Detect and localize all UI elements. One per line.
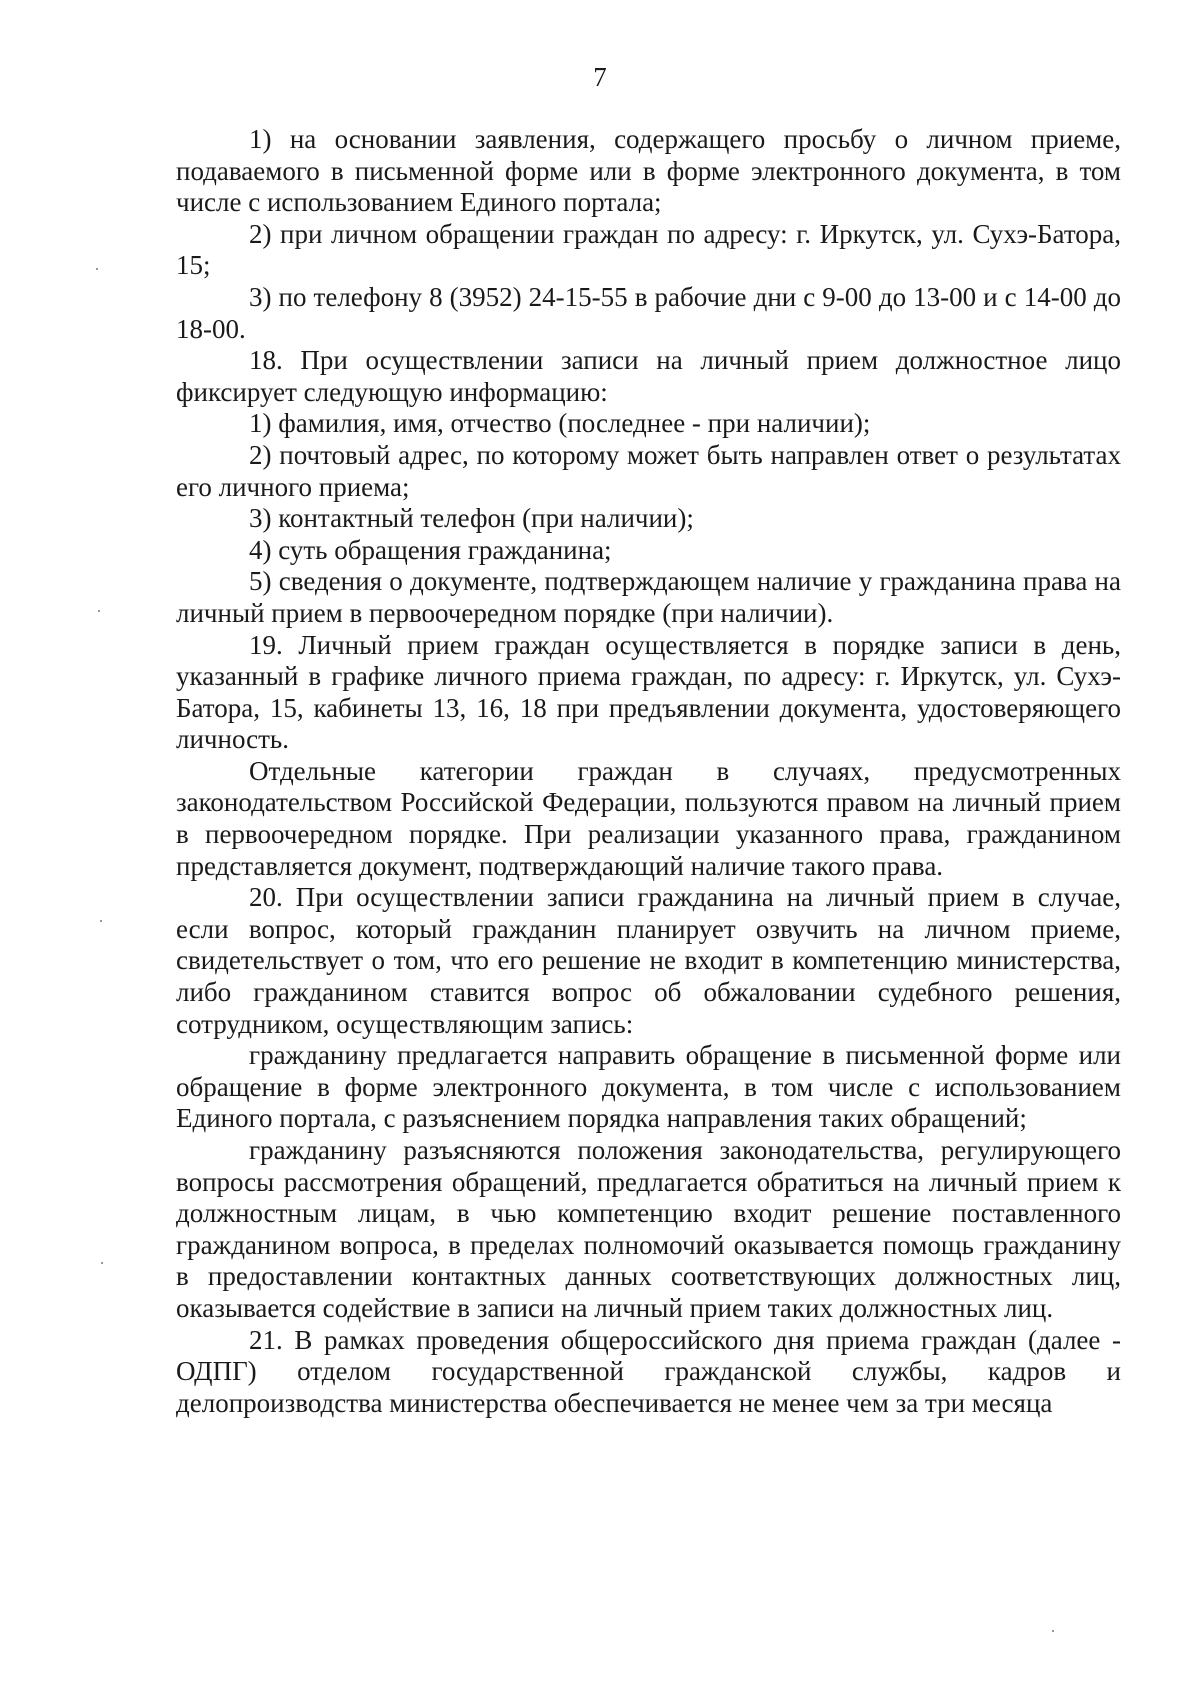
paragraph-6: 2) почтовый адрес, по которому может быть направлен ответ о результатах его личного приема; (176, 439, 1121, 502)
scan-speck (100, 920, 102, 922)
paragraph-10: 19. Личный прием граждан осуществляется в порядке записи в день, указанный в графике личного приема граждан, по адресу: г. Иркутск, ул. Сухэ-Батора, 15, кабинеты 13, 16, 18 при предъявлении документа, удостоверяющего личность. (176, 629, 1121, 755)
paragraph-1: 1) на основании заявления, содержащего просьбу о личном приеме, подаваемого в письменной форме или в форме электронного документа, в том числе с использованием Единого портала; (176, 124, 1121, 218)
paragraph-9: 5) сведения о документе, подтверждающем наличие у гражданина права на личный прием в первоочередном порядке (при наличии). (176, 566, 1121, 628)
paragraph-2: 2) при личном обращении граждан по адресу: г. Иркутск, ул. Сухэ-Батора, 15; (176, 218, 1121, 281)
paragraph-12: 20. При осуществлении записи гражданина на личный прием в случае, если вопрос, который гражданин планирует озвучить на личном приеме, свидетельствует о том, что его решение не входит в компетенцию министерства, либо гражданином ставится вопрос об обжаловании судебного решения, сотрудником, осуществляющим запись: (176, 882, 1121, 1039)
paragraph-7: 3) контактный телефон (при наличии); (249, 503, 694, 534)
paragraph-15: 21. В рамках проведения общероссийского дня приема граждан (далее - ОДПГ) отделом государственной гражданской службы, кадров и делопроизводства министерства обеспечивается не менее чем за три месяца (176, 1324, 1121, 1418)
page-number: 7 (593, 62, 607, 92)
paragraph-4: 18. При осуществлении записи на личный прием должностное лицо фиксирует следующую информацию: (176, 345, 1121, 407)
paragraph-11: Отдельные категории граждан в случаях, предусмотренных законодательством Российской Федерации, пользуются правом на личный прием в первоочередном порядке. При реализации указанного права, гражданином представляется документ, подтверждающий наличие такого права. (176, 755, 1121, 881)
scan-speck (101, 1262, 103, 1264)
paragraph-14: гражданину разъясняются положения законодательства, регулирующего вопросы рассмотрения обращений, предлагается обратиться на личный прием к должностным лицам, в чью компетенцию входит решение поставленного гражданином вопроса, в пределах полномочий оказывается помощь гражданину в предоставлении контактных данных соответствующих должностных лиц, оказывается содействие в записи на личный прием таких должностных лиц. (176, 1135, 1121, 1323)
paragraph-5: 1) фамилия, имя, отчество (последнее - при наличии); (249, 408, 871, 439)
paragraph-8: 4) суть обращения гражданина; (249, 534, 612, 565)
scan-speck (1052, 1630, 1054, 1632)
scan-speck (98, 610, 100, 612)
document-body (176, 124, 1121, 1419)
paragraph-3: 3) по телефону 8 (3952) 24-15-55 в рабочие дни с 9-00 до 13-00 и с 14-00 до 18-00. (176, 281, 1121, 344)
paragraph-13: гражданину предлагается направить обращение в письменной форме или обращение в форме электронного документа, в том числе с использованием Единого портала, с разъяснением порядка направления таких обращений; (176, 1040, 1121, 1134)
scan-speck (96, 268, 98, 270)
